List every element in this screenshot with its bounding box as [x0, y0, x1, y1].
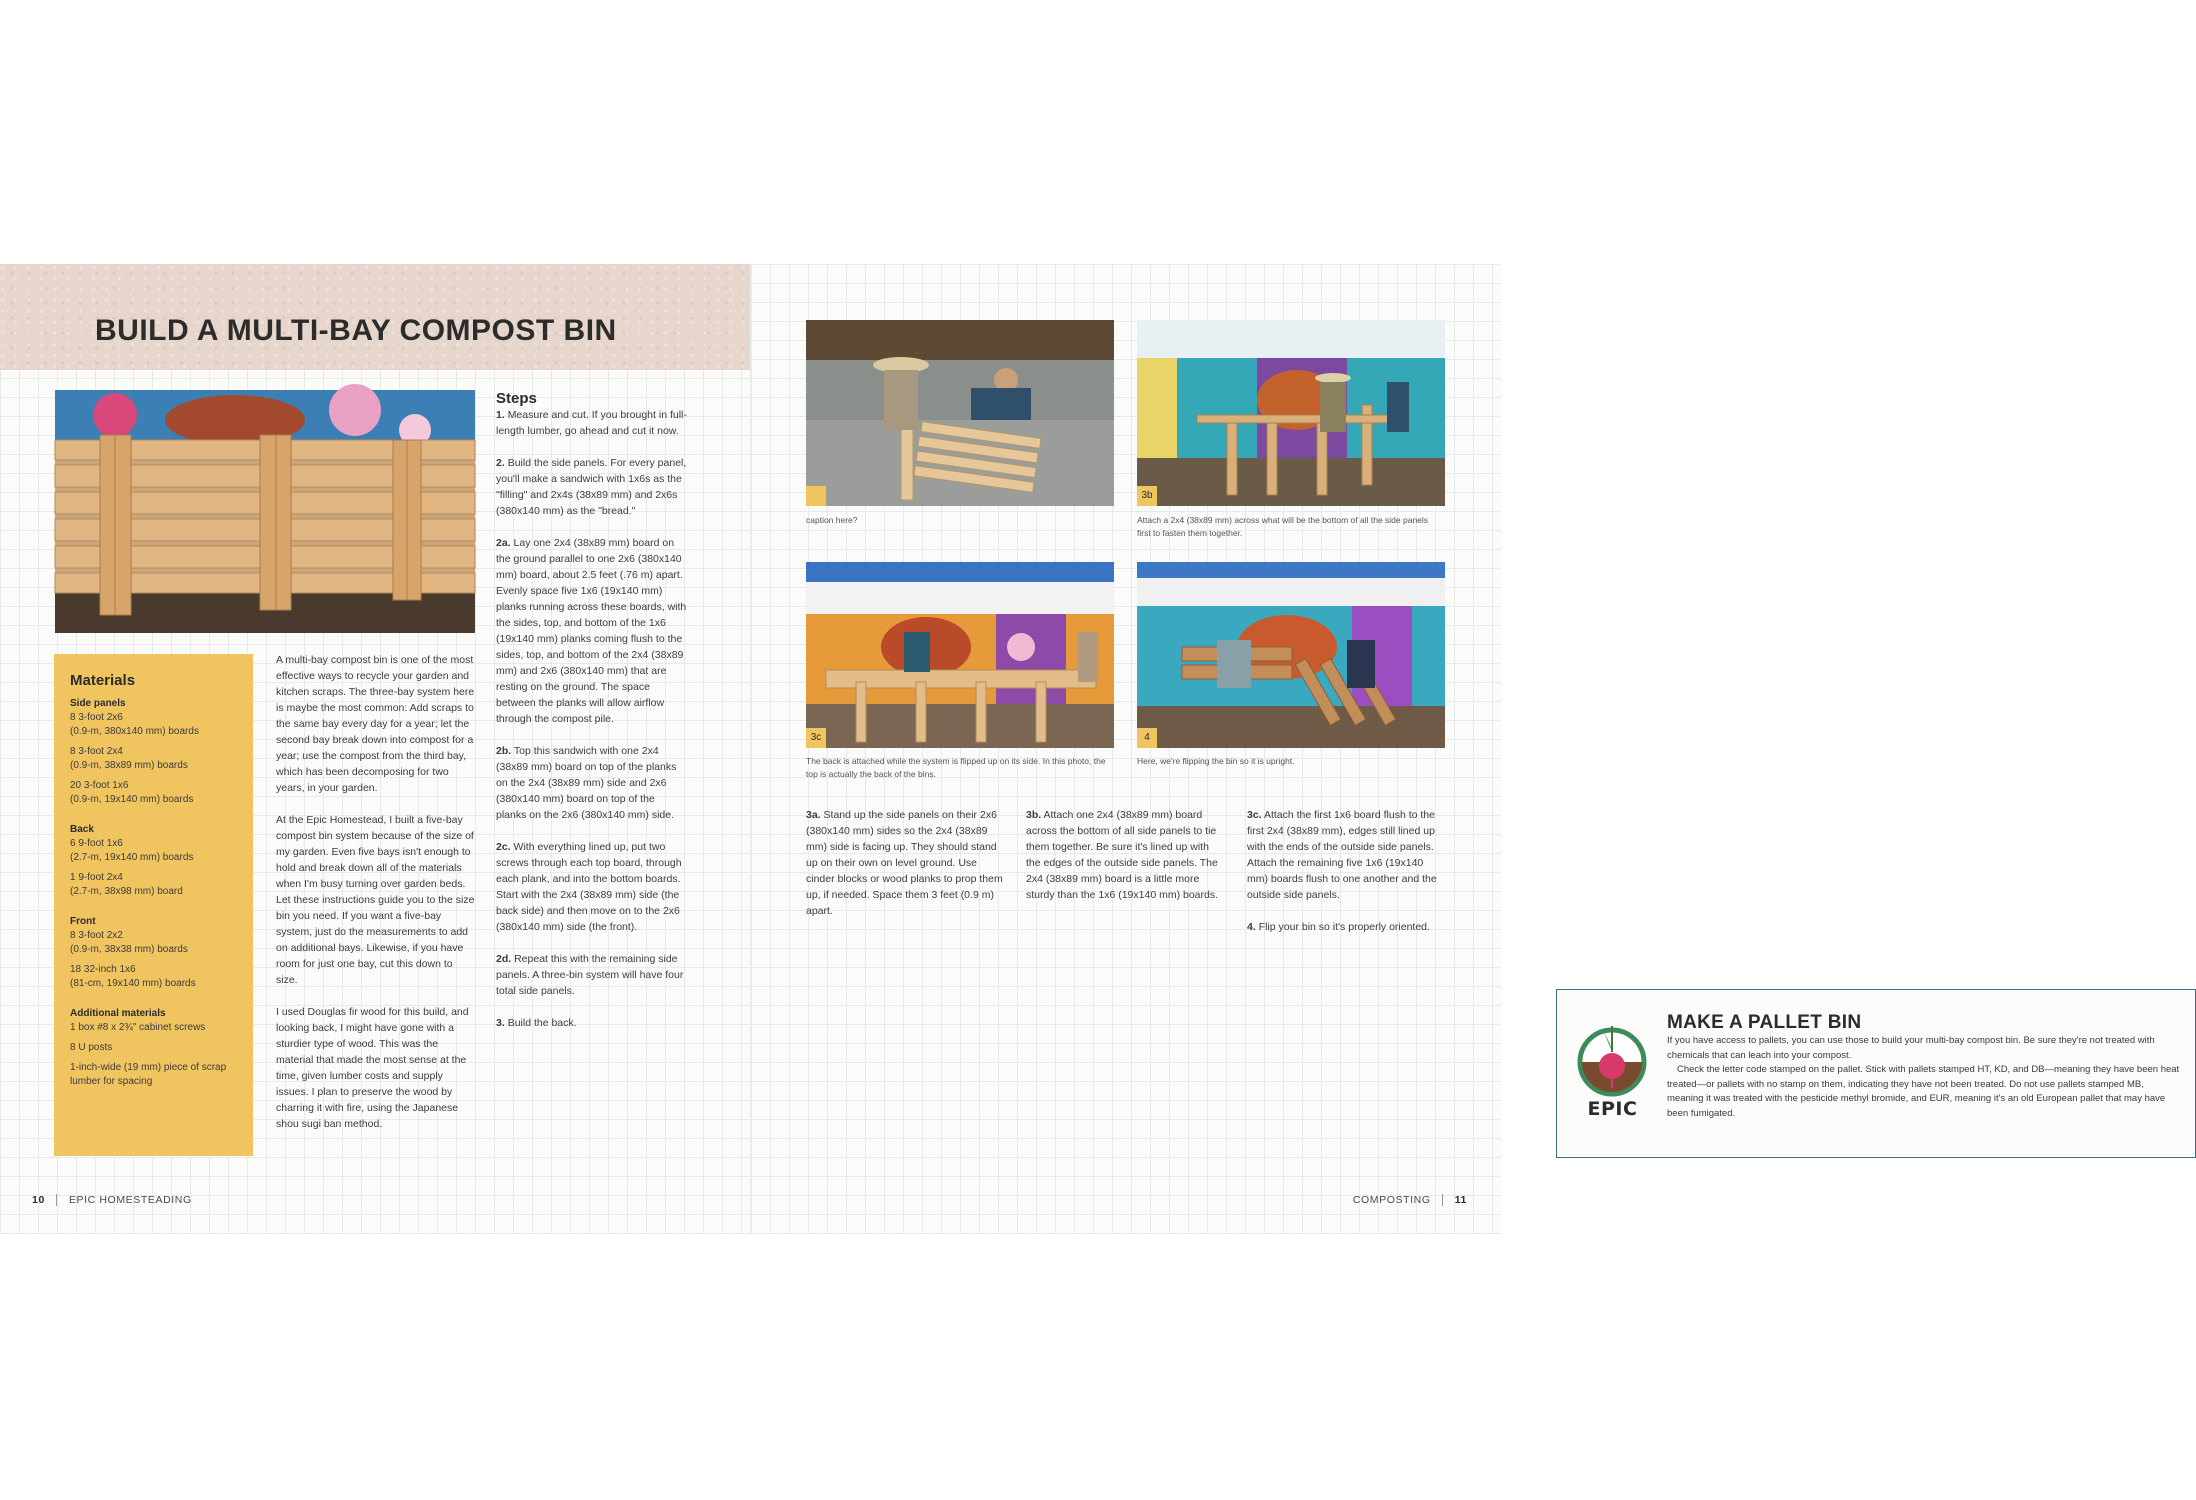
step-text: Top this sandwich with one 2x4 (38x89 mm) board on top of the planks on the 2x4 (38x89 mm) side and 2x6 (380x140 mm) board on top of the planks on the 2x6 (380x140 mm) side. [496, 745, 677, 821]
step-number: 3. [496, 1017, 505, 1029]
step-number: 3c. [1247, 809, 1262, 821]
step-number: 2d. [496, 953, 512, 965]
left-page [0, 264, 750, 1234]
right-page [750, 264, 2180, 1234]
materials-item: 6 9-foot 1x6 (2.7-m, 19x140 mm) boards [70, 838, 194, 863]
photo-caption: Here, we're flipping the bin so it is upright. [1137, 756, 1295, 766]
photo-caption: Attach a 2x4 (38x89 mm) across what will be the bottom of all the side panels first to fasten them together. [1137, 515, 1429, 538]
step-photo-4 [1137, 562, 1445, 748]
substep-item [1247, 807, 1445, 903]
sidebar-paragraph: If you have access to pallets, you can use those to build your multi-bay compost bin. Be sure they're not treated with chemicals that can leach into your compost. [1667, 1035, 2155, 1061]
substep-item [806, 807, 1004, 919]
step-number: 2a. [496, 537, 511, 549]
materials-item: 8 3-foot 2x6 (0.9-m, 380x140 mm) boards [70, 712, 199, 737]
materials-heading: Materials [70, 672, 136, 689]
substep-item [1247, 919, 1445, 935]
photo-tag: 3c [806, 728, 826, 748]
materials-item: 1 box #8 x 2¾" cabinet screws [70, 1022, 206, 1033]
step-text: Build the side panels. For every panel, you'll make a sandwich with 1x6s as the "filling" and 2x4s (38x89 mm) and 2x6s (380x140 mm) as the "bread." [496, 457, 687, 517]
step-item [496, 1015, 688, 1031]
materials-item: 8 3-foot 2x2 (0.9-m, 38x38 mm) boards [70, 930, 188, 955]
intro-paragraph: I used Douglas fir wood for this build, and looking back, I might have gone with a sturdier type of wood. This was the material that made the most sense at the time, given lumber costs and supply issues. I plan to preserve the wood by charring it with fire, using the Japanese shou sugi ban method. [276, 1006, 469, 1130]
step-text: Attach one 2x4 (38x89 mm) board across the bottom of all side panels to tie them together. Be sure it's lined up with the edges of the outside side panels. The 2x4 (38x89 mm) board is a little more sturdy than the 1x6 (19x140 mm) boards. [1026, 809, 1219, 901]
materials-item: 8 U posts [70, 1042, 113, 1053]
materials-list [70, 697, 250, 1095]
chapter-running-head: COMPOSTING [1352, 1194, 1431, 1206]
step-number: 3b. [1026, 809, 1042, 821]
step-item [496, 743, 688, 823]
step-photo-1 [806, 320, 1114, 506]
page-number: 10 [32, 1194, 45, 1206]
right-footer [1353, 1194, 1467, 1206]
step-text: Measure and cut. If you brought in full-length lumber, go ahead and cut it now. [496, 409, 687, 437]
pallet-bin-sidebar [1556, 989, 2196, 1158]
left-footer [32, 1194, 192, 1206]
step-text: Build the back. [507, 1017, 577, 1029]
sidebar-paragraph: Check the letter code stamped on the pallet. Stick with pallets stamped HT, KD, and DB—meaning they have been heat treated—or pallets with no stamp on them, indicating they have not been treated. Do not use pallets stamped MB, meaning it was treated with the pesticide methyl bromide, and EUR, meaning it's an old European pallet that may have been fumigated. [1667, 1064, 2180, 1119]
epic-logo [1575, 1020, 1650, 1125]
photo-tag: 4 [1137, 728, 1157, 748]
materials-item: 1 9-foot 2x4 (2.7-m, 38x98 mm) board [70, 872, 183, 897]
step-item [496, 951, 688, 999]
photo-caption: The back is attached while the system is flipped up on its side. In this photo, the top is actually the back of the bins. [806, 756, 1106, 779]
materials-group-name: Side panels [70, 698, 126, 709]
materials-group-name: Front [70, 916, 96, 927]
substep-column [806, 807, 1004, 935]
sidebar-heading: MAKE A PALLET BIN [1667, 1012, 1862, 1033]
page-number: 11 [1454, 1194, 1467, 1206]
step-item [496, 839, 688, 935]
materials-box [54, 654, 253, 1156]
steps-heading: Steps [496, 390, 537, 407]
step-text: With everything lined up, put two screws through each top board, through each plank, and into the bottom boards. Start with the 2x4 (38x89 mm) side (the back side) and then move on to the 2x6 (380x140 mm) side (the front). [496, 841, 682, 933]
photo-tag: 3b [1137, 486, 1157, 506]
materials-item: 8 3-foot 2x4 (0.9-m, 38x89 mm) boards [70, 746, 188, 771]
step-number: 1. [496, 409, 505, 421]
step-number: 2b. [496, 745, 512, 757]
step-text: Lay one 2x4 (38x89 mm) board on the ground parallel to one 2x6 (380x140 mm) board, about 2.5 feet (.76 m) apart. Evenly space five 1x6 (19x140 mm) planks running across these boards, with the sides, top, and bottom of the 1x6 (19x140 mm) planks coming flush to the sides, top, and bottom of the 2x4 (38x89 mm) and 2x6 (380x140 mm) that are resting on the ground. The space between the planks will allow airflow through the compost pile. [496, 537, 687, 725]
step-number: 2c. [496, 841, 511, 853]
sidebar-text [1667, 1034, 2182, 1121]
substep-column [1247, 807, 1445, 951]
substep-column [1026, 807, 1224, 919]
book-title-running-head: EPIC HOMESTEADING [68, 1194, 192, 1206]
step-number: 4. [1247, 921, 1256, 933]
step-text: Attach the first 1x6 board flush to the first 2x4 (38x89 mm), edges still lined up with the ends of the outside side panels. Attach the remaining five 1x6 (19x140 mm) boards flush to one another and the outside side panels. [1247, 809, 1437, 901]
logo-text: EPIC [1587, 1098, 1638, 1120]
step-number: 2. [496, 457, 505, 469]
materials-item: 18 32-inch 1x6 (81-cm, 19x140 mm) boards [70, 964, 196, 989]
page-title: BUILD A MULTI-BAY COMPOST BIN [95, 314, 617, 347]
photo-tag [806, 486, 826, 506]
step-photo-3b [1137, 320, 1445, 506]
book-spread [0, 264, 2180, 1234]
step-text: Stand up the side panels on their 2x6 (380x140 mm) sides so the 2x4 (38x89 mm) side is facing up. They should stand up on their own on level ground. Use cinder blocks or wood planks to prop them up, if needed. Space them 3 feet (0.9 m) apart. [806, 809, 1003, 917]
substep-item [1026, 807, 1224, 903]
step-item [496, 455, 688, 519]
materials-group-name: Additional materials [70, 1008, 166, 1019]
title-band [0, 264, 750, 370]
hero-photo-compost-bin [55, 390, 475, 633]
intro-paragraph: A multi-bay compost bin is one of the most effective ways to recycle your garden and kitchen scraps. The three-bay system here is maybe the most common: Add scraps to the same bay every day for a year; let the second bay break down into compost for a year; use the compost from the third bay, which has been decomposing for two years, in your garden. [276, 654, 475, 794]
materials-item: 1-inch-wide (19 mm) piece of scrap lumber for spacing [70, 1062, 227, 1087]
step-number: 3a. [806, 809, 821, 821]
materials-item: 20 3-foot 1x6 (0.9-m, 19x140 mm) boards [70, 780, 194, 805]
step-text: Flip your bin so it's properly oriented. [1258, 921, 1430, 933]
step-item [496, 535, 688, 727]
materials-group-name: Back [70, 824, 94, 835]
step-text: Repeat this with the remaining side panels. A three-bin system will have four total side panels. [496, 953, 684, 997]
steps-column [496, 407, 688, 1047]
photo-caption: caption here? [806, 515, 858, 525]
intro-paragraph: At the Epic Homestead, I built a five-bay compost bin system because of the size of my garden. Even five bays isn't enough to hold and break down all of the materials when I'm busy turning over garden beds. Let these instructions guide you to the size bin you need. If you want a five-bay system, just do the measurements to add on additional bays. Likewise, if you have room for just one bay, cut this down to size. [276, 814, 475, 986]
step-photo-3c [806, 562, 1114, 748]
step-item [496, 407, 688, 439]
intro-column [276, 652, 476, 1148]
